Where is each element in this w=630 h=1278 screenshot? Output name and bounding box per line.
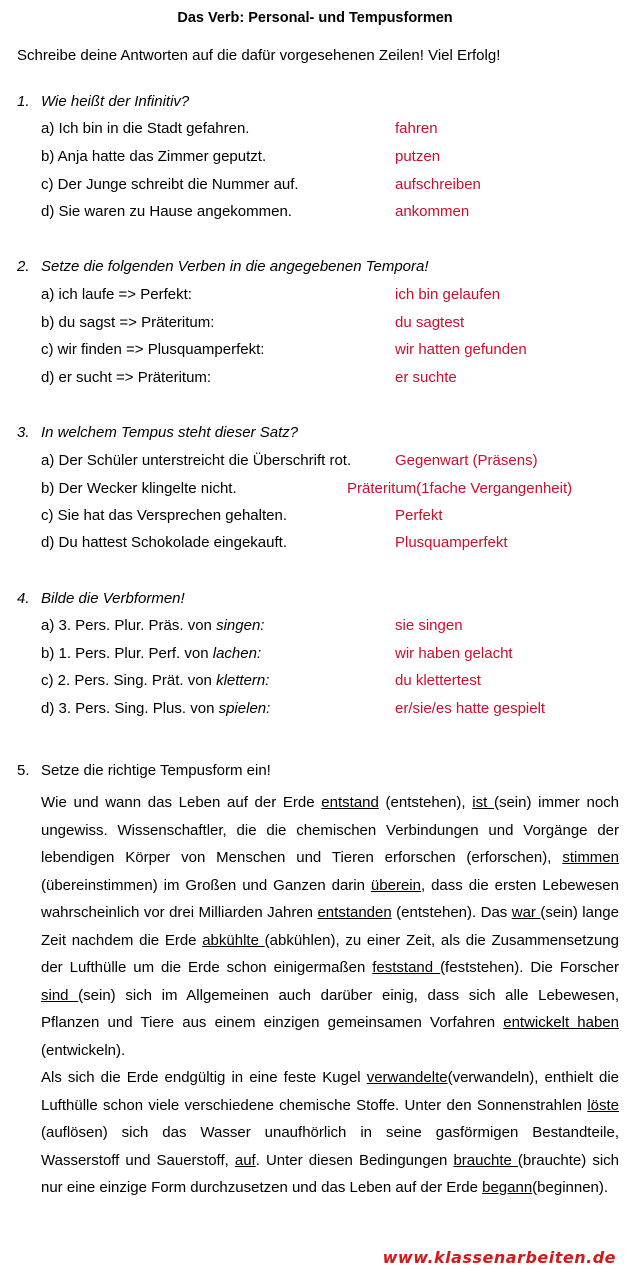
question-text: Setze die richtige Tempusform ein!	[41, 762, 271, 779]
question-item: a) Der Schüler unterstreicht die Überschrift rot.	[41, 452, 352, 469]
filled-answer: entstand	[321, 794, 379, 811]
text-segment: (auflösen) sich das Wasser unaufhörlich in seine gasförmigen Bestandteile, Wasserstoff und Sauerstoff,	[41, 1124, 619, 1169]
answer: du sagtest	[395, 314, 465, 331]
filled-answer: entstanden	[317, 904, 392, 921]
question-item: a) Ich bin in die Stadt gefahren.	[41, 120, 250, 137]
question-item: b) Der Wecker klingelte nicht.	[41, 480, 237, 497]
answer: er/sie/es hatte gespielt	[395, 700, 546, 717]
question-4-title	[17, 590, 185, 607]
text-segment: (entstehen). Das	[391, 904, 512, 921]
cloze-paragraph	[41, 789, 619, 1202]
text-segment: (sein) sich im Allgemeinen auch darüber einig, dass sich alle Lebewesen, Pflanzen und Tiere aus einem einzigen gemeinsamen Vorfahren	[41, 986, 620, 1031]
filled-answer: sind	[41, 986, 79, 1004]
question-item: a) ich laufe => Perfekt:	[41, 286, 192, 303]
text-segment: Als sich die Erde endgültig in eine feste Kugel	[41, 1069, 367, 1086]
question-number: 1.	[17, 93, 30, 110]
filled-answer: begann	[482, 1179, 533, 1196]
answer: ich bin gelaufen	[395, 286, 501, 303]
text-segment: (übereinstimmen) im Großen und Ganzen darin	[41, 876, 371, 894]
answer: aufschreiben	[395, 176, 481, 193]
verb: singen:	[216, 617, 265, 634]
filled-answer: brauchte	[453, 1151, 518, 1169]
question-item: d) Sie waren zu Hause angekommen.	[41, 203, 292, 220]
answer: wir haben gelacht	[395, 645, 513, 662]
filled-answer: war	[511, 904, 541, 921]
filled-answer: entwickelt haben	[503, 1014, 619, 1031]
filled-answer: abkühlte	[202, 931, 265, 949]
question-number: 4.	[17, 590, 30, 607]
verb: spielen:	[218, 700, 271, 717]
answer: fahren	[395, 120, 438, 137]
question-text: Bilde die Verbformen!	[41, 590, 185, 607]
text-segment: (abkühlen), zu einer Zeit, als die Zusammensetzung der Lufthülle um die Erde schon einigermaßen	[41, 931, 619, 976]
question-item: c) wir finden => Plusquamperfekt:	[41, 341, 265, 358]
question-number: 3.	[17, 424, 30, 441]
question-prefix: c) 2. Pers. Sing. Prät. von	[41, 672, 217, 689]
question-item	[41, 617, 264, 634]
question-text: In welchem Tempus steht dieser Satz?	[41, 424, 299, 441]
text-segment: (entwickeln).	[41, 1041, 126, 1059]
answer: putzen	[395, 148, 441, 165]
question-item: d) er sucht => Präteritum:	[41, 369, 212, 386]
question-item: d) Du hattest Schokolade eingekauft.	[41, 534, 287, 551]
question-prefix: b) 1. Pers. Plur. Perf. von	[41, 645, 213, 662]
answer: Perfekt	[395, 507, 443, 524]
text-segment: . Unter diesen Bedingungen	[255, 1151, 454, 1169]
question-item	[41, 700, 270, 717]
instructions: Schreibe deine Antworten auf die dafür vorgesehenen Zeilen! Viel Erfolg!	[17, 47, 501, 64]
verb: lachen:	[212, 645, 262, 662]
question-2-title	[17, 258, 429, 275]
filled-answer: verwandelte	[366, 1069, 448, 1086]
answer: wir hatten gefunden	[395, 341, 527, 358]
text-segment: (verwandeln), enthielt die Lufthülle schon viele verschiedene chemische Stoffe. Unter den Sonnenstrahlen	[41, 1069, 620, 1114]
verb: klettern:	[216, 672, 270, 689]
text-segment: (sein) lange Zeit nachdem die Erde	[41, 904, 619, 949]
text-segment: Wie und wann das Leben auf der Erde	[41, 794, 322, 811]
answer: sie singen	[395, 617, 463, 634]
filled-answer: überein	[370, 876, 421, 894]
brand-logo: www.klassenarbeiten.de	[382, 1248, 616, 1267]
answer: ankommen	[395, 203, 470, 220]
filled-answer: feststand	[372, 959, 441, 976]
text-segment: (sein) immer noch ungewiss. Wissenschaftler, die die chemischen Verbindungen und Vorgänge der lebendigen Körper von Menschen und Tieren erforschen (erforschen),	[41, 794, 620, 866]
question-item: c) Der Junge schreibt die Nummer auf.	[41, 176, 299, 193]
filled-answer: stimmen	[562, 849, 619, 866]
question-number: 5.	[17, 762, 30, 779]
question-item: b) Anja hatte das Zimmer geputzt.	[41, 148, 267, 165]
text-segment: (brauchte) sich nur eine einzige Form durchzusetzen und das Leben auf der Erde	[41, 1151, 620, 1196]
question-item	[41, 672, 269, 689]
answer: Gegenwart (Präsens)	[395, 452, 538, 469]
answer: du klettertest	[395, 672, 481, 689]
question-item	[41, 645, 261, 662]
text-segment: (entstehen),	[378, 794, 473, 811]
filled-answer: ist	[472, 794, 494, 811]
text-segment: (feststehen). Die Forscher	[440, 959, 619, 976]
question-text: Wie heißt der Infinitiv?	[41, 93, 190, 110]
question-prefix: d) 3. Pers. Sing. Plus. von	[41, 700, 219, 717]
question-text: Setze die folgenden Verben in die angegebenen Tempora!	[41, 258, 429, 275]
page-title: Das Verb: Personal- und Tempusformen	[177, 10, 453, 26]
filled-answer: löste	[587, 1096, 619, 1114]
text-segment: (beginnen).	[532, 1179, 609, 1196]
question-1-title	[17, 93, 189, 110]
question-3-title	[17, 424, 298, 441]
answer: Präteritum(1fache Vergangenheit)	[347, 480, 573, 497]
filled-answer: auf	[234, 1151, 256, 1169]
text-segment: , dass die ersten Lebewesen wahrscheinlich vor drei Milliarden Jahren	[41, 876, 619, 921]
answer: Plusquamperfekt	[395, 534, 508, 551]
question-5-title	[17, 762, 271, 779]
answer: er suchte	[395, 369, 457, 386]
question-item: b) du sagst => Präteritum:	[41, 314, 215, 331]
question-number: 2.	[17, 258, 30, 275]
question-prefix: a) 3. Pers. Plur. Präs. von	[41, 617, 217, 634]
question-item: c) Sie hat das Versprechen gehalten.	[41, 507, 287, 524]
